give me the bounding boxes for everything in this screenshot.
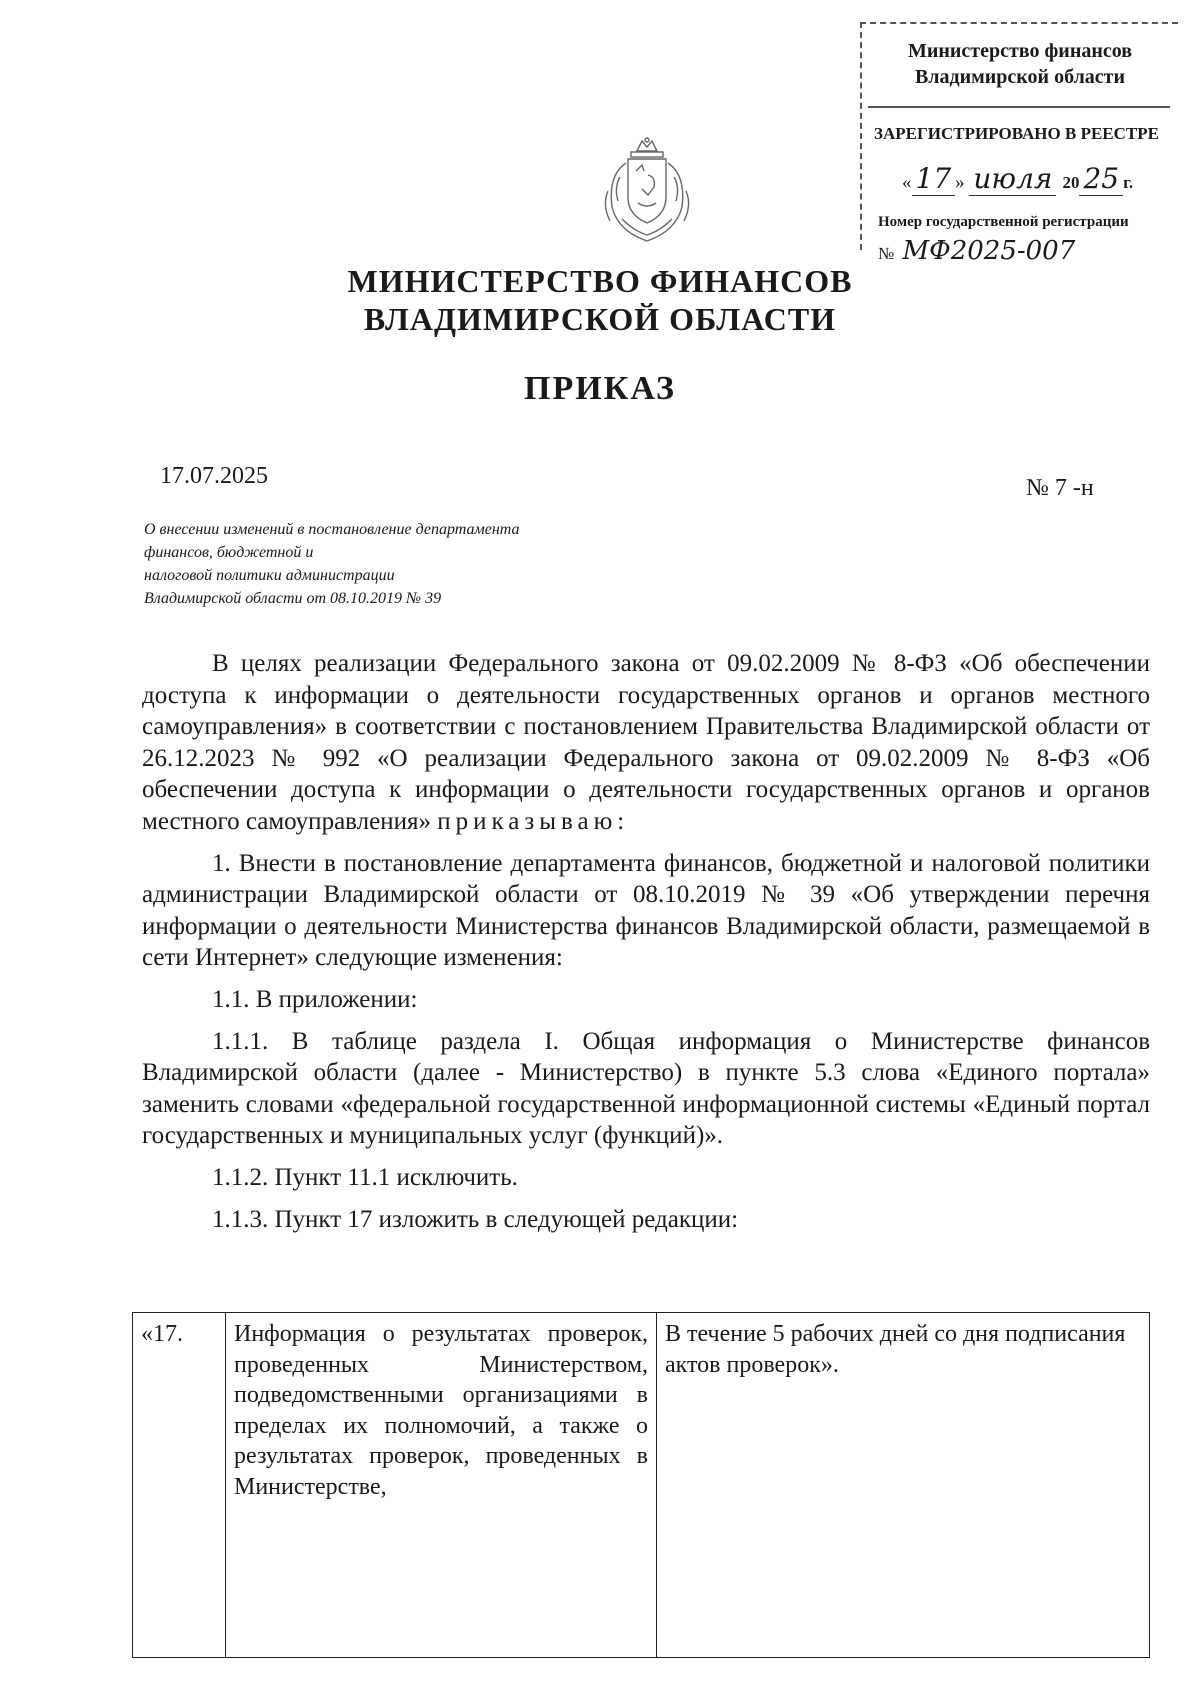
item-1-1-3-paragraph: 1.1.3. Пункт 17 изложить в следующей редакции:	[212, 1205, 739, 1233]
preamble-text: В целях реализации Федерального закона от 09.02.2009 № 8-ФЗ «Об обеспечении доступа к информации о деятельности государственных органов и органов местного самоуправления» в соответствии с постановлением Правительства Владимирской области от 26.12.2023 № 992 «О реализации Федерального закона от 09.02.2009 № 8-ФЗ «Об обеспечении доступа к информации о деятельности государственных органов и органов местного самоуправления»	[142, 650, 1150, 835]
preamble-paragraph	[142, 648, 1150, 838]
table-cell-term: В течение 5 рабочих дней со дня подписания актов проверок».	[657, 1313, 1150, 1658]
stamp-open-quote: «	[902, 172, 912, 193]
stamp-divider	[868, 106, 1170, 108]
table-cell-row-number: «17.	[133, 1313, 226, 1658]
item-1-paragraph: 1. Внести в постановление департамента финансов, бюджетной и налоговой политики администрации Владимирской области от 08.10.2019 № 39 «Об утверждении перечня информации о деятельности Министерства финансов Владимирской области, размещаемой в сети Интернет» следующие изменения:	[142, 849, 1150, 972]
stamp-number-sign: №	[878, 244, 895, 263]
stamp-reg-number-value: МФ2025-007	[902, 236, 1076, 266]
ministry-name-line2: ВЛАДИМИРСКОЙ ОБЛАСТИ	[363, 301, 837, 337]
stamp-year-end: г.	[1123, 173, 1134, 192]
subject-line: О внесении изменений в постановление департамента	[144, 521, 520, 538]
stamp-close-quote: »	[955, 172, 965, 193]
subject-line: финансов, бюджетной и	[144, 544, 314, 561]
document-subject	[144, 518, 664, 610]
item-1-1-1-paragraph: 1.1.1. В таблице раздела I. Общая информация о Министерстве финансов Владимирской области (далее - Министерство) в пункте 5.3 слова «Единого портала» заменить словами «федеральной государственной информационной системы «Единый портал государственных и муниципальных услуг (функций)».	[142, 1027, 1150, 1150]
item-1-1-paragraph: 1.1. В приложении:	[212, 985, 418, 1013]
item-1-1-2-paragraph: 1.1.2. Пункт 11.1 исключить.	[212, 1163, 518, 1191]
document-date: 17.07.2025	[160, 463, 268, 489]
ministry-name	[0, 262, 1200, 338]
stamp-reg-number-label: Номер государственной регистрации	[878, 214, 1129, 230]
amendment-table	[132, 1312, 1150, 1658]
order-word: приказываю:	[437, 807, 630, 835]
stamp-registered-label: ЗАРЕГИСТРИРОВАНО В РЕЕСТРЕ	[874, 124, 1159, 143]
subject-line: налоговой политики администрации	[144, 567, 395, 584]
ministry-name-line1: МИНИСТЕРСТВО ФИНАНСОВ	[347, 263, 853, 299]
stamp-organization	[862, 38, 1178, 90]
registration-stamp	[860, 22, 1178, 266]
stamp-day: 17	[912, 162, 956, 196]
subject-line: Владимирской области от 08.10.2019 № 39	[144, 590, 442, 607]
table-cell-info: Информация о результатах проверок, проведенных Министерством, подведомственными организациями в пределах их полномочий, а также о результатах проверок, проведенных в Министерстве,	[226, 1313, 657, 1658]
stamp-date	[902, 162, 1133, 195]
document-number: № 7 -н	[1026, 475, 1094, 501]
document-title: ПРИКАЗ	[524, 370, 676, 407]
stamp-year-prefix: 20	[1062, 173, 1080, 192]
coat-of-arms-icon	[598, 135, 696, 247]
stamp-year-suffix: 25	[1079, 162, 1123, 196]
stamp-organization-line1: Министерство финансов	[907, 40, 1133, 62]
stamp-month: июля	[969, 162, 1056, 196]
document-body	[142, 648, 1150, 1245]
stamp-organization-line2: Владимирской области	[914, 66, 1126, 88]
table-row	[133, 1313, 1150, 1658]
